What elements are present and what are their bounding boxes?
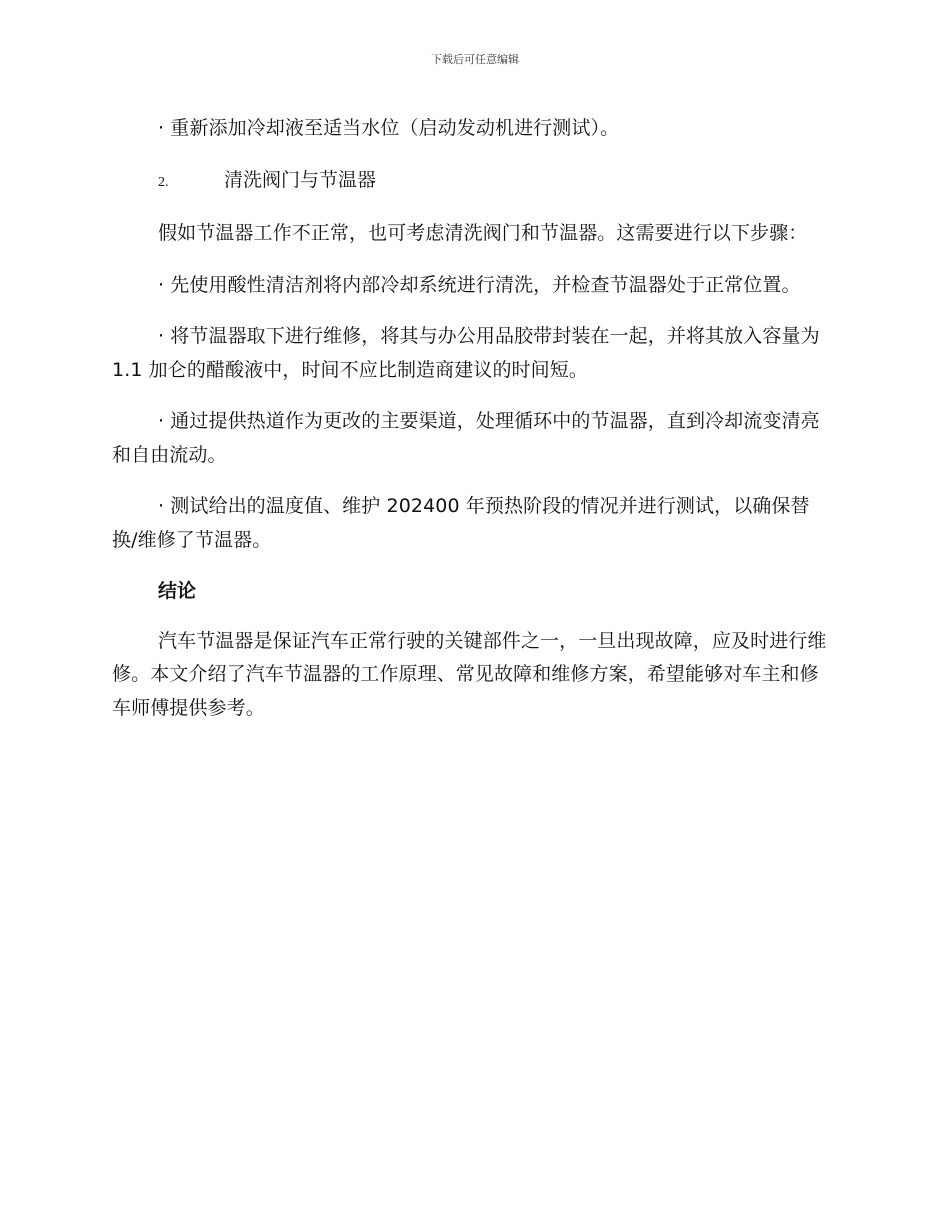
bullet-item: · 先使用酸性清洁剂将内部冷却系统进行清洗，并检查节温器处于正常位置。 [158, 273, 801, 296]
section-heading-2 [112, 164, 832, 200]
conclusion-heading: 结论 [158, 580, 197, 602]
bullet-item: · 通过提供热道作为更改的主要渠道，处理循环中的节温器，直到冷却流变清亮和自由流动。 [112, 410, 820, 466]
conclusion-paragraph: 汽车节温器是保证汽车正常行驶的关键部件之一，一旦出现故障，应及时进行维修。本文介绍了汽车节温器的工作原理、常见故障和维修方案，希望能够对车主和修车师傅提供参考。 [112, 629, 827, 719]
section-number: 2. [158, 174, 169, 190]
section-heading-title: 清洗阀门与节温器 [224, 168, 377, 191]
bullet-refill-coolant: · 重新添加冷却液至适当水位（启动发动机进行测试）。 [158, 117, 620, 139]
bullet-item: · 将节温器取下进行维修，将其与办公用品胶带封装在一起，并将其放入容量为 1.1 加仑的醋酸液中，时间不应比制造商建议的时间短。 [112, 325, 820, 381]
bullet-item: · 测试给出的温度值、维护 202400 年预热阶段的情况并进行测试，以确保替换/维修了节温器。 [112, 495, 810, 551]
document-body [112, 112, 832, 743]
intro-paragraph: 假如节温器工作不正常，也可考虑清洗阀门和节温器。这需要进行以下步骤： [158, 222, 808, 244]
page-header: 下载后可任意编辑 [431, 53, 519, 66]
